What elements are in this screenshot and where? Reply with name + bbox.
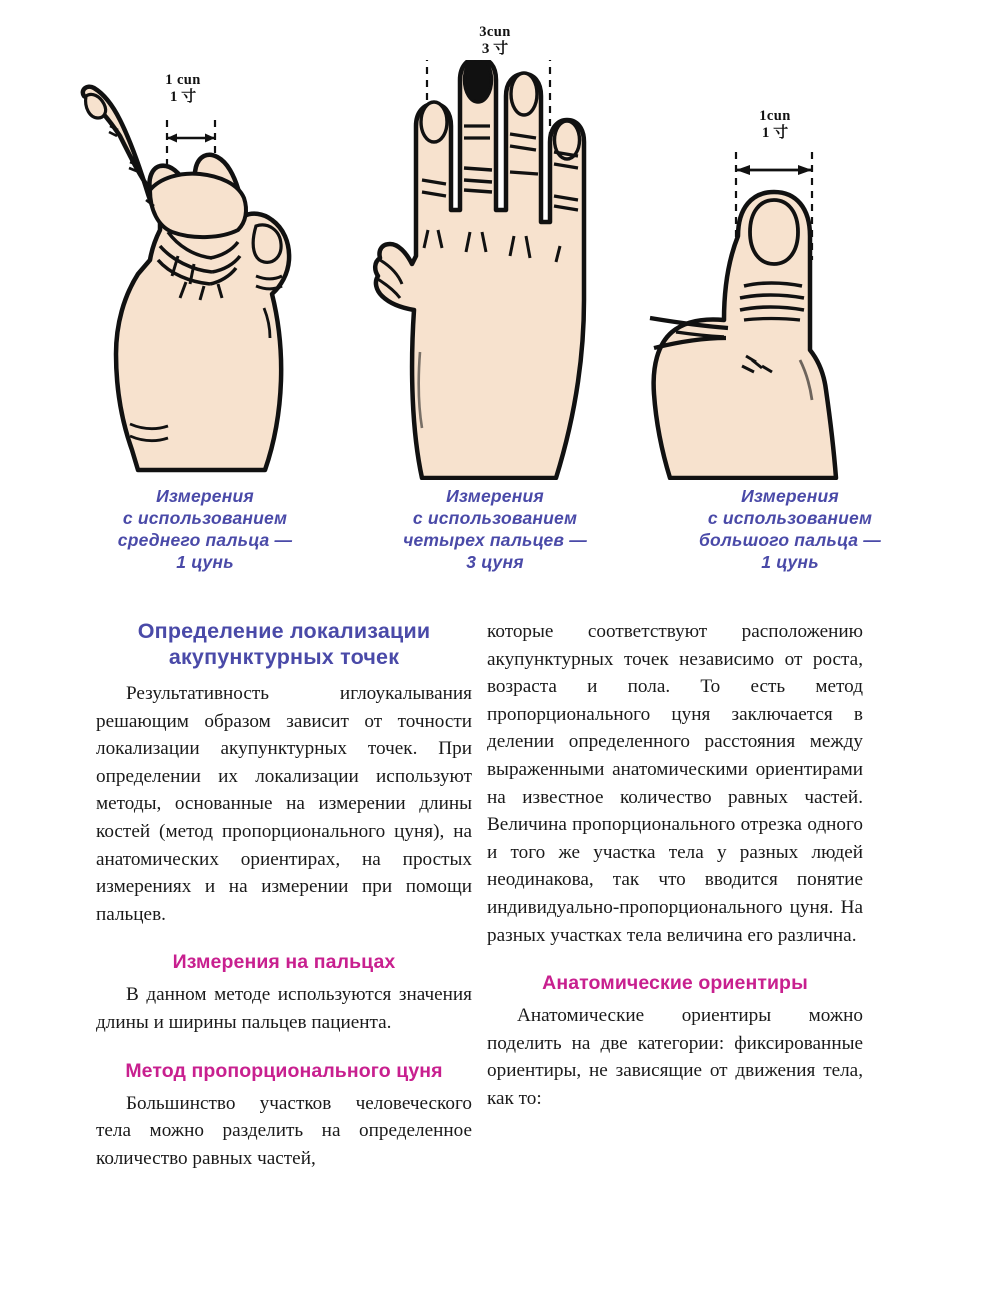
caption-middle-finger (60, 485, 350, 573)
column-right (487, 618, 863, 1113)
measure-label-1-en: 1 cun (165, 72, 201, 88)
column-left (96, 618, 472, 1172)
paragraph-effectiveness: Результативность иглоукалывания решающим образом зависит от точности локализации акупунктурных точек. При определении их локализации используют методы, основанные на измерении длины костей (метод пропорционального цуня), на анатомических ориентирах, на простых измерениях и на измерении при помощи пальцев. (96, 683, 472, 925)
figure-row (0, 0, 987, 600)
hand-svg-2 (350, 60, 640, 480)
caption-line: Измерения (741, 486, 839, 506)
hand-illustration-four-fingers (350, 24, 640, 480)
measure-label-2 (450, 24, 540, 58)
measure-label-3 (730, 108, 820, 142)
figure-middle-finger (60, 60, 350, 572)
hand-svg-1 (60, 60, 350, 480)
measure-label-3-en: 1cun (759, 108, 791, 124)
caption-line: Измерения (156, 486, 254, 506)
caption-line: с использованием (412, 508, 578, 528)
figure-thumb (640, 60, 940, 572)
measure-label-3-cn: 1 寸 (761, 124, 789, 141)
hand-illustration-thumb (640, 60, 940, 480)
caption-line: большого пальца — (699, 530, 881, 550)
caption-thumb (640, 485, 940, 573)
caption-line: четырех пальцев — (403, 530, 587, 550)
heading-finger-measurements: Измерения на пальцах (172, 951, 396, 974)
caption-line: Измерения (446, 486, 544, 506)
paragraph-proportional-continued: которые соответствуют расположению акупунктурных точек независимо от роста, возраста и пола. То есть метод пропорционального цуня заключается в делении определенного расстояния между выраженными анатомическими ориентирами на известное количество равных частей. Величина пропорционального отрезка одного и того же участка тела у разных людей неодинакова, так что вводится понятие индивидуально-пропорционального цуня. На разных участках тела величина его различна. (487, 621, 863, 946)
article-body (0, 618, 987, 1218)
hand-illustration-middle-finger (60, 60, 350, 480)
heading-anatomical-landmarks: Анатомические ориентиры (542, 972, 808, 995)
measure-label-2-en: 3cun (479, 24, 511, 40)
heading-proportional-cun: Метод пропорционального цуня (125, 1059, 443, 1082)
measure-label-1-cn: 1 寸 (169, 88, 197, 105)
heading-localization: Определение локализации акупунктурных точек (137, 619, 431, 669)
measure-label-1 (138, 72, 228, 106)
caption-line: 3 цуня (466, 552, 524, 572)
caption-four-fingers (350, 485, 640, 573)
paragraph-landmarks: Анатомические ориентиры можно поделить на две категории: фиксированные ориентиры, не зависящие от движения тела, как то: (487, 1005, 863, 1109)
paragraph-finger-method: В данном методе используются значения длины и ширины пальцев пациента. (96, 984, 472, 1033)
caption-line: среднего пальца — (117, 530, 293, 550)
caption-line: с использованием (122, 508, 288, 528)
paragraph-proportional-intro: Большинство участков человеческого тела можно разделить на определенное количество равных частей, (96, 1092, 472, 1169)
figure-four-fingers (350, 24, 640, 572)
measure-label-2-cn: 3 寸 (481, 40, 509, 57)
caption-line: 1 цунь (176, 552, 234, 572)
caption-line: с использованием (707, 508, 873, 528)
caption-line: 1 цунь (761, 552, 819, 572)
